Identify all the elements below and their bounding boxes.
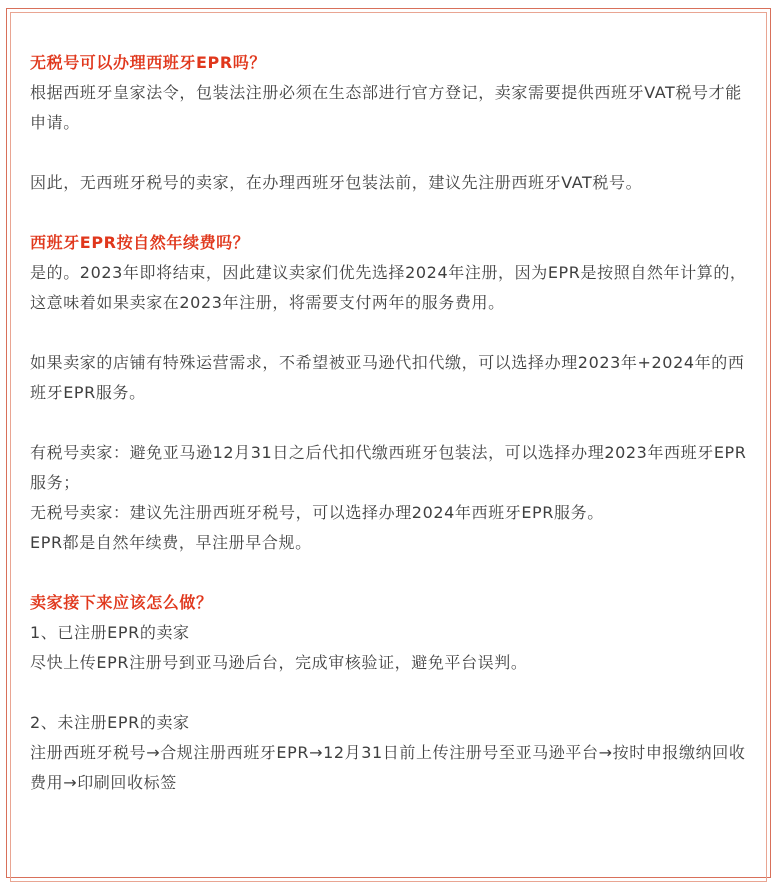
spacer (30, 408, 750, 438)
paragraph: 有税号卖家：避免亚马逊12月31日之后代扣代缴西班牙包装法，可以选择办理2023年西班牙EPR服务； (30, 443, 747, 492)
spacer (30, 678, 750, 708)
section-heading-no-tax-id: 无税号可以办理西班牙EPR吗？ (30, 53, 266, 72)
spacer (30, 198, 750, 228)
article-content (30, 48, 750, 798)
paragraph: EPR都是自然年续费，早注册早合规。 (30, 533, 312, 552)
section-heading-next-steps: 卖家接下来应该怎么做？ (30, 593, 213, 612)
paragraph: 注册西班牙税号→合规注册西班牙EPR→12月31日前上传注册号至亚马逊平台→按时申报缴纳回收费用→印刷回收标签 (30, 743, 746, 792)
spacer (30, 558, 750, 588)
paragraph: 2、未注册EPR的卖家 (30, 713, 190, 732)
paragraph: 因此，无西班牙税号的卖家，在办理西班牙包装法前，建议先注册西班牙VAT税号。 (30, 173, 643, 192)
paragraph: 无税号卖家：建议先注册西班牙税号，可以选择办理2024年西班牙EPR服务。 (30, 503, 604, 522)
paragraph: 是的。2023年即将结束，因此建议卖家们优先选择2024年注册，因为EPR是按照自然年计算的，这意味着如果卖家在2023年注册，将需要支付两年的服务费用。 (30, 263, 747, 312)
paragraph: 根据西班牙皇家法令，包装法注册必须在生态部进行官方登记，卖家需要提供西班牙VAT税号才能申请。 (30, 83, 742, 132)
paragraph: 1、已注册EPR的卖家 (30, 623, 190, 642)
section-heading-natural-year-renewal: 西班牙EPR按自然年续费吗？ (30, 233, 250, 252)
spacer (30, 318, 750, 348)
paragraph: 尽快上传EPR注册号到亚马逊后台，完成审核验证，避免平台误判。 (30, 653, 528, 672)
paragraph: 如果卖家的店铺有特殊运营需求，不希望被亚马逊代扣代缴，可以选择办理2023年+2024年的西班牙EPR服务。 (30, 353, 745, 402)
spacer (30, 138, 750, 168)
